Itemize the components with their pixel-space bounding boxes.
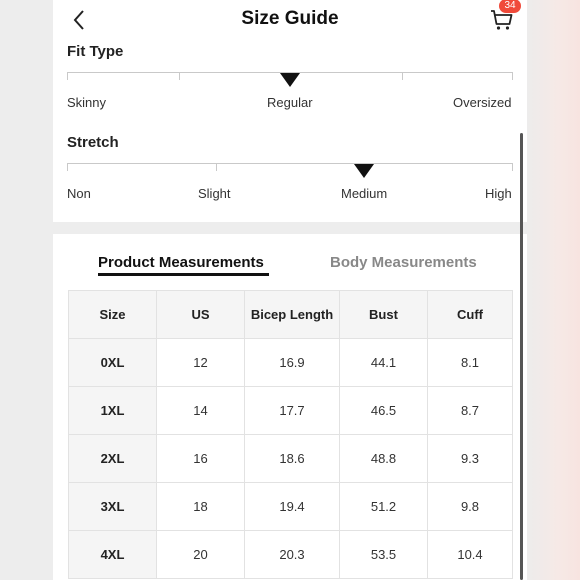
cuff-cell: 8.7: [428, 387, 513, 435]
bicep-length-cell: 18.6: [245, 435, 340, 483]
column-header-bust: Bust: [340, 291, 428, 339]
bust-cell: 51.2: [340, 483, 428, 531]
bust-cell: 44.1: [340, 339, 428, 387]
stretch-tick: [512, 164, 513, 171]
fit-type-selected-marker-icon: [280, 73, 300, 87]
stretch-option-non: Non: [67, 186, 91, 201]
size-cell: 3XL: [69, 483, 157, 531]
table-row: [69, 435, 513, 483]
fit-option-oversized: Oversized: [453, 95, 512, 110]
column-header-us: US: [157, 291, 245, 339]
stretch-tick: [67, 164, 68, 171]
size-cell: 0XL: [69, 339, 157, 387]
bicep-length-cell: 19.4: [245, 483, 340, 531]
us-cell: 14: [157, 387, 245, 435]
bicep-length-cell: 16.9: [245, 339, 340, 387]
stretch-option-slight: Slight: [198, 186, 231, 201]
us-cell: 12: [157, 339, 245, 387]
stretch-scale: [67, 163, 513, 164]
fit-type-label: Fit Type: [67, 43, 124, 60]
column-header-bicep-length: Bicep Length: [245, 291, 340, 339]
us-cell: 16: [157, 435, 245, 483]
fit-tick: [402, 73, 403, 80]
table-row: [69, 339, 513, 387]
size-cell: 4XL: [69, 531, 157, 579]
us-cell: 18: [157, 483, 245, 531]
cuff-cell: 9.3: [428, 435, 513, 483]
cuff-cell: 9.8: [428, 483, 513, 531]
bust-cell: 48.8: [340, 435, 428, 483]
size-table: [68, 290, 513, 579]
measurements-card: [53, 234, 527, 580]
fit-tick: [512, 73, 513, 80]
tab-body-measurements[interactable]: Body Measurements: [330, 254, 477, 271]
stretch-selected-marker-icon: [354, 164, 374, 178]
column-header-size: Size: [69, 291, 157, 339]
top-bar: [53, 0, 527, 42]
us-cell: 20: [157, 531, 245, 579]
fit-tick: [179, 73, 180, 80]
page-title: Size Guide: [241, 8, 339, 29]
table-row: [69, 483, 513, 531]
scrollbar-thumb[interactable]: [520, 133, 523, 580]
table-header-row: [69, 291, 513, 339]
fit-stretch-card: [53, 42, 527, 222]
bicep-length-cell: 17.7: [245, 387, 340, 435]
bicep-length-cell: 20.3: [245, 531, 340, 579]
fit-option-skinny: Skinny: [67, 95, 107, 110]
background-edge: [525, 0, 580, 580]
cuff-cell: 8.1: [428, 339, 513, 387]
cart-count-badge: 34: [499, 0, 521, 13]
size-cell: 2XL: [69, 435, 157, 483]
cuff-cell: 10.4: [428, 531, 513, 579]
column-header-cuff: Cuff: [428, 291, 513, 339]
stretch-option-medium: Medium: [341, 186, 388, 201]
table-row: [69, 531, 513, 579]
table-row: [69, 387, 513, 435]
size-cell: 1XL: [69, 387, 157, 435]
fit-tick: [67, 73, 68, 80]
tab-product-measurements[interactable]: Product Measurements: [98, 254, 264, 271]
active-tab-underline: [98, 273, 269, 276]
bust-cell: 53.5: [340, 531, 428, 579]
fit-option-regular: Regular: [267, 95, 313, 110]
bust-cell: 46.5: [340, 387, 428, 435]
stretch-label: Stretch: [67, 134, 119, 151]
stretch-tick: [216, 164, 217, 171]
stretch-option-high: High: [485, 186, 512, 201]
